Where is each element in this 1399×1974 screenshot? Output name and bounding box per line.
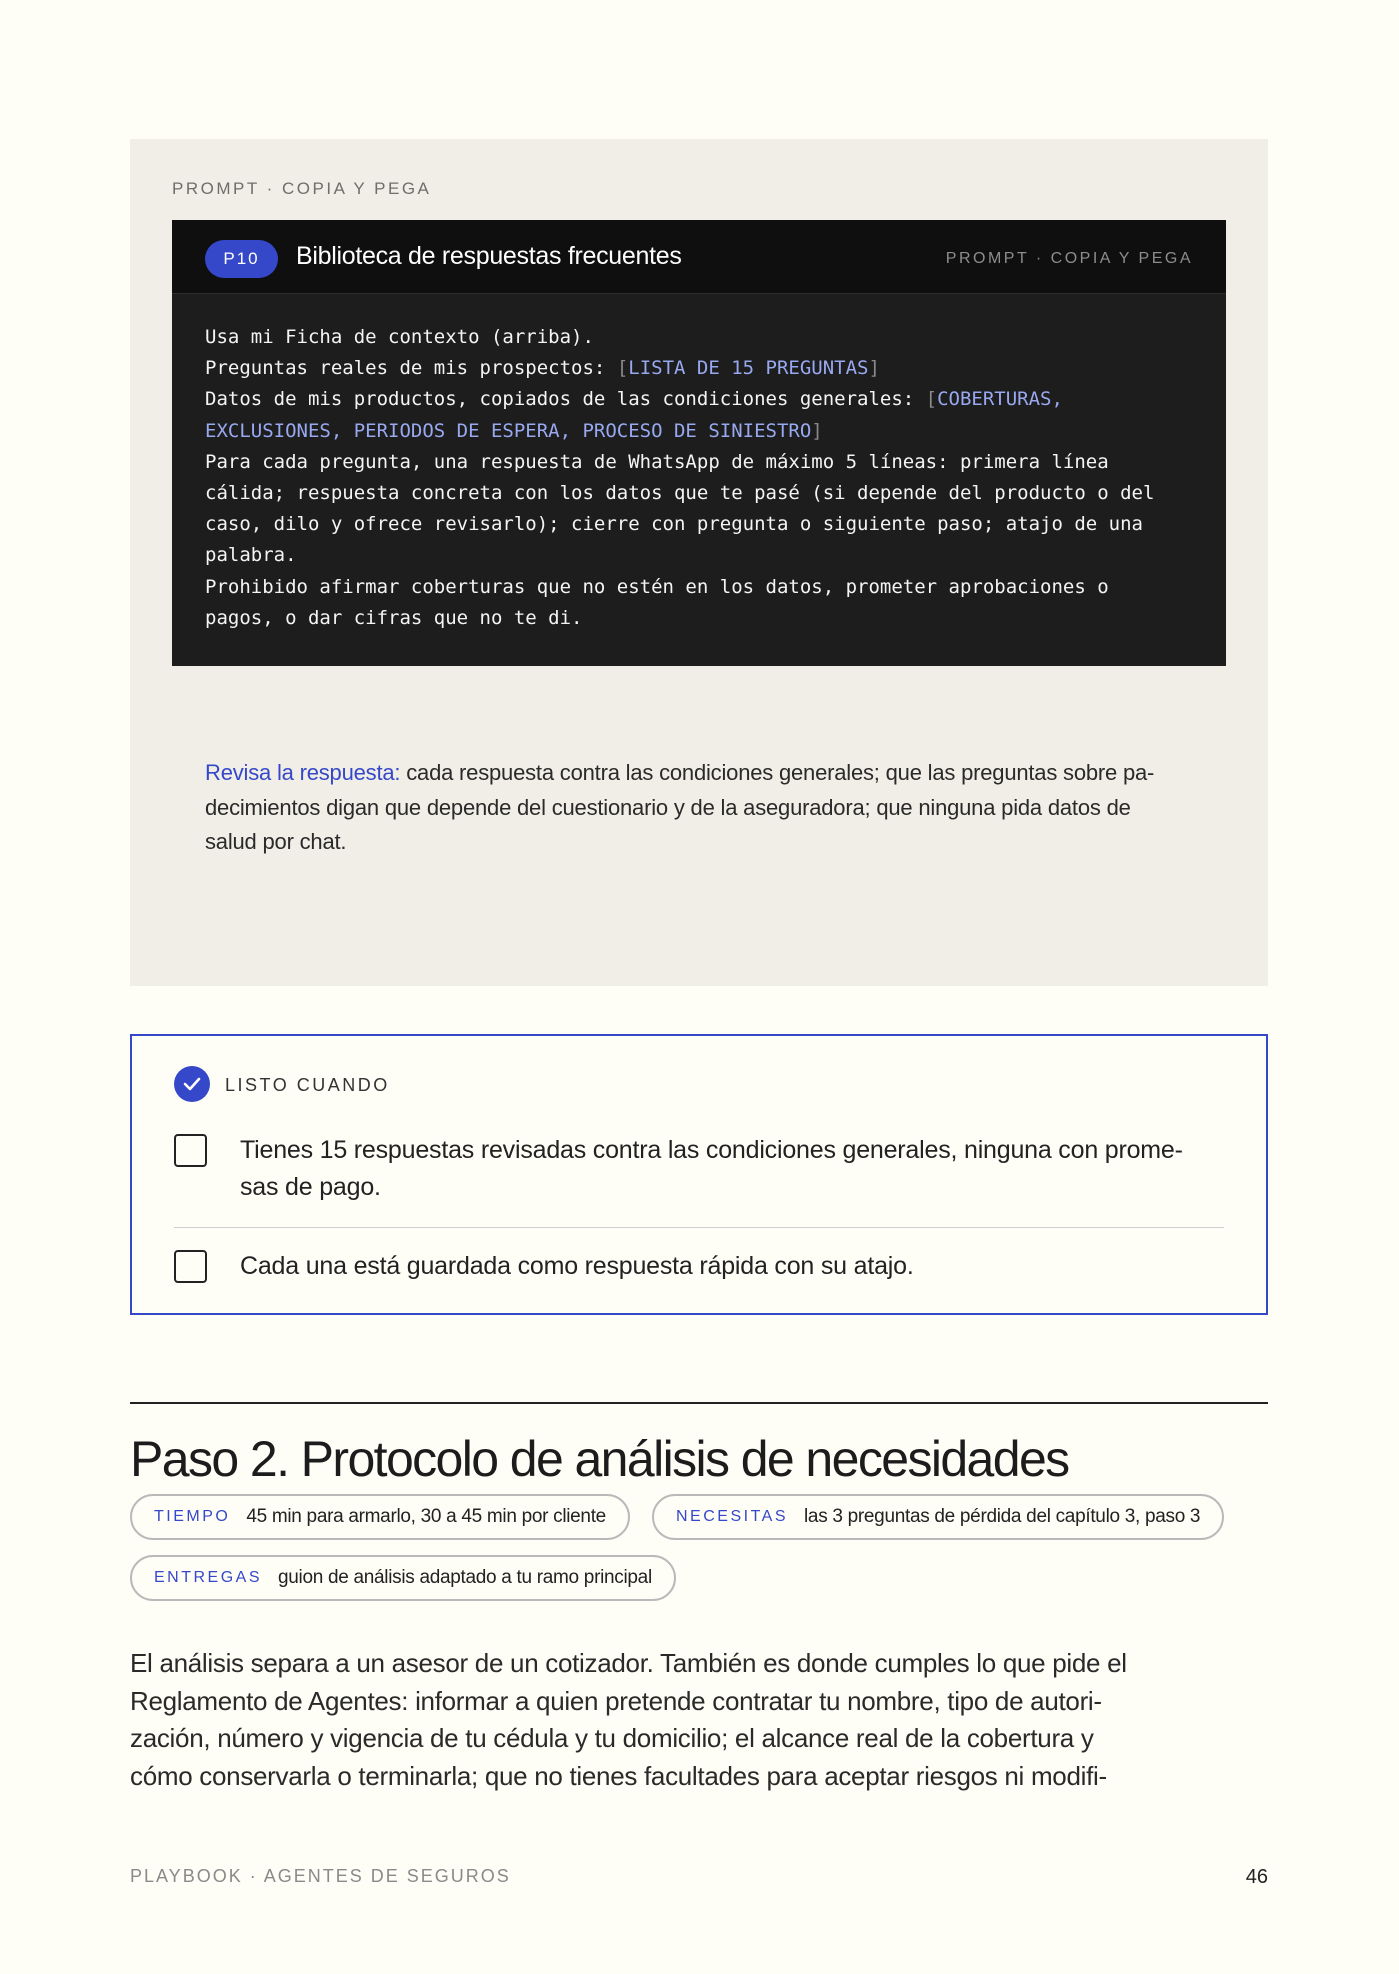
- review-note: [205, 756, 1205, 860]
- checklist-label: LISTO CUANDO: [225, 1075, 390, 1095]
- meta-key: TIEMPO: [154, 1508, 231, 1525]
- meta-value: 45 min para armarlo, 30 a 45 min por cliente: [246, 1506, 606, 1527]
- page-number: 46: [1245, 1866, 1268, 1888]
- meta-key: NECESITAS: [676, 1508, 788, 1525]
- prompt-header-label: PROMPT · COPIA Y PEGA: [945, 250, 1193, 267]
- prompt-line: palabra.: [205, 544, 297, 567]
- prompt-line: Preguntas reales de mis prospectos:: [205, 357, 617, 380]
- checklist-item-text: Cada una está guardada como respuesta rápida con su atajo.: [240, 1252, 914, 1280]
- code-card-header: [172, 220, 1226, 294]
- footer-running-title: PLAYBOOK · AGENTES DE SEGUROS: [130, 1866, 511, 1886]
- prompt-line: caso, dilo y ofrece revisarlo); cierre con pregunta o siguiente paso; atajo de una: [205, 513, 1143, 536]
- prompt-number-badge: P10: [205, 240, 278, 278]
- prompt-section: [130, 139, 1268, 986]
- done-when-checklist: [130, 1034, 1268, 1315]
- prompt-line: Para cada pregunta, una respuesta de WhatsApp de máximo 5 líneas: primera línea: [205, 450, 1109, 473]
- section-label: PROMPT · COPIA Y PEGA: [172, 179, 432, 198]
- prompt-code-card: [172, 220, 1226, 666]
- placeholder-text: COBERTURAS,: [937, 388, 1063, 411]
- placeholder-bracket: [: [925, 388, 938, 411]
- divider: [174, 1227, 1224, 1228]
- checklist-item-text: Tienes 15 respuestas revisadas contra las condiciones generales, ninguna con prome- sas de pago.: [240, 1136, 1183, 1201]
- review-text: cada respuesta contra las condiciones generales; que las preguntas sobre pa- decimientos digan que depende del cuestionario y de la aseguradora; que ninguna pida datos de salud por chat.: [205, 760, 1155, 854]
- meta-value: guion de análisis adaptado a tu ramo principal: [278, 1567, 652, 1588]
- meta-key: ENTREGAS: [154, 1569, 263, 1586]
- step-title: Paso 2. Protocolo de análisis de necesidades: [130, 1431, 1069, 1487]
- placeholder-text: LISTA DE 15 PREGUNTAS: [628, 357, 869, 380]
- placeholder-text: EXCLUSIONES, PERIODOS DE ESPERA, PROCESO DE SINIESTRO: [205, 419, 812, 442]
- review-label: Revisa la respuesta:: [205, 760, 401, 785]
- placeholder-bracket: [: [616, 357, 629, 380]
- prompt-line: Datos de mis productos, copiados de las condiciones generales:: [205, 388, 926, 411]
- meta-pill-needs: [652, 1494, 1224, 1540]
- placeholder-bracket: ]: [868, 357, 880, 380]
- meta-pill-time: [130, 1494, 630, 1540]
- checkbox[interactable]: [174, 1250, 207, 1283]
- meta-value: las 3 preguntas de pérdida del capítulo 3, paso 3: [804, 1506, 1201, 1527]
- prompt-line: Usa mi Ficha de contexto (arriba).: [205, 326, 594, 348]
- prompt-line: Prohibido afirmar coberturas que no estén en los datos, prometer aprobaciones o: [205, 575, 1109, 598]
- prompt-line: pagos, o dar cifras que no te di.: [205, 606, 583, 629]
- meta-pill-deliverables: [130, 1555, 676, 1601]
- prompt-line: cálida; respuesta concreta con los datos que te pasé (si depende del producto o del: [205, 482, 1155, 505]
- placeholder-bracket: ]: [811, 419, 823, 442]
- prompt-title: Biblioteca de respuestas frecuentes: [296, 242, 682, 270]
- checkbox[interactable]: [174, 1134, 207, 1167]
- section-rule: [130, 1402, 1268, 1404]
- body-paragraph: El análisis separa a un asesor de un cotizador. También es donde cumples lo que pide el Reglamento de Agentes: informar a quien pretende contratar tu nombre, tipo de autori- zación, número y vigencia de tu cédula y tu domicilio; el alcance real de la cobertura y cómo conservarla o terminarla; que no tienes facultades para aceptar riesgos ni modifi-: [130, 1648, 1127, 1791]
- check-circle-icon: [174, 1066, 210, 1102]
- prompt-text[interactable]: [205, 322, 1205, 634]
